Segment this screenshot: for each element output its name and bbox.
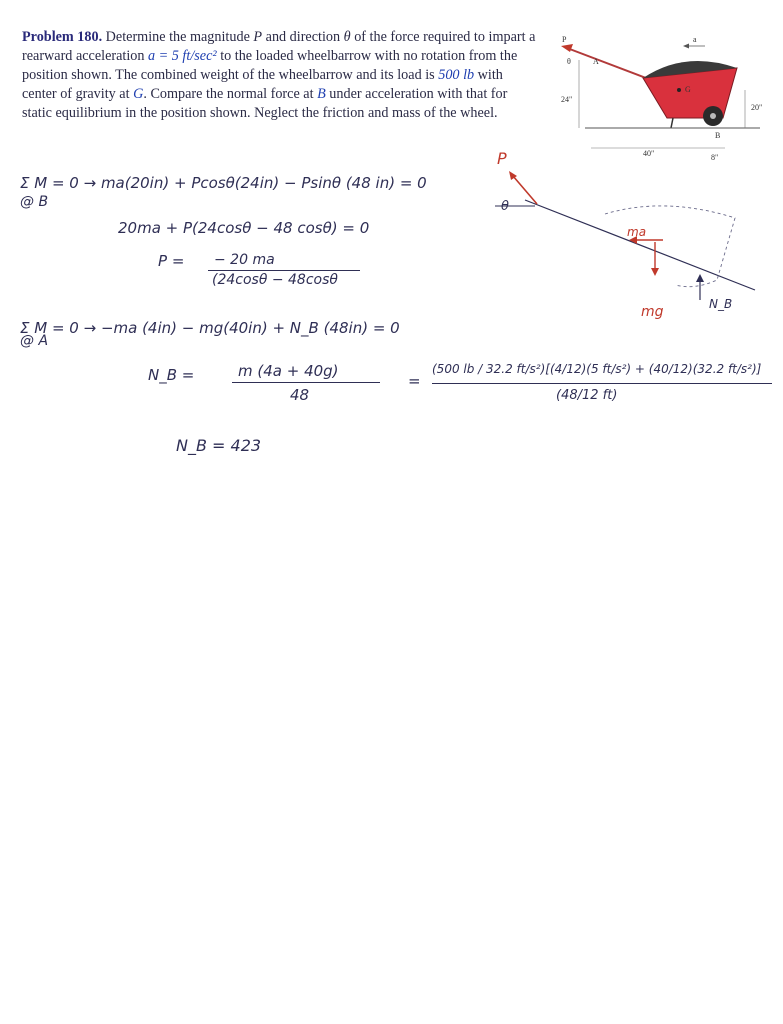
problem-B: B [317,86,326,102]
work-line-5-rhs: (500 lb / 32.2 ft/s²)[(4/12)(5 ft/s²) + (40/12)(32.2 ft/s²)] [432,362,762,376]
fig-dim-40: 40" [643,149,655,158]
problem-theta: θ [343,29,351,45]
fig-label-P: P [562,35,567,44]
problem-text-6: under acceleration with that for static equilibrium in the position shown. Neglect the friction and mass of the wheel. [22,86,508,121]
problem-acceleration: a = 5 ft/sec² [148,48,217,64]
work-line-6-result: N_B = 423 [176,436,262,455]
work-line-3-numerator: − 20 ma [214,252,275,268]
work-line-4-point: @ A [20,333,49,349]
work-line-3-denominator: (24cosθ − 48cosθ [212,272,338,288]
problem-weight: 500 lb [438,67,475,83]
work-line-5-equals: = [408,372,421,390]
work-line-4: Σ M = 0 → −ma (4in) − mg(40in) + N_B (48in) = 0 [20,319,400,337]
fig-label-B: B [715,131,721,140]
fig-label-a: a [693,35,697,44]
problem-G: G [133,86,144,102]
work-line-1: Σ M = 0 → ma(20in) + Pcosθ(24in) − Psinθ (48 in) = 0 [20,174,427,192]
problem-text-2: of the force required to impart a rearward acceleration [22,29,536,64]
fig-label-G: G [685,85,691,94]
work-line-5-denominator: 48 [290,386,310,404]
work-line-5-numerator: m (4a + 40g) [238,362,339,380]
problem-text-1: Determine the magnitude [105,29,250,45]
work-line-3-fraction-bar [208,270,360,271]
fig-label-A: A [593,57,599,66]
work-line-2: 20ma + P(24cosθ − 48 cosθ) = 0 [118,219,370,237]
fbd-label-ma: ma [627,225,647,239]
fbd-label-theta: θ [501,199,509,214]
fig-dim-24: 24" [561,95,573,104]
problem-text-and: and direction [265,29,341,45]
problem-text-5: . Compare the normal force at [143,86,314,102]
work-line-3-lhs: P = [158,252,185,270]
problem-P: P [253,29,263,45]
work-line-5-fraction-bar [232,382,380,383]
problem-text-3: to the loaded wheelbarrow with no rotation from the position shown. The combined weight of the wheelbarrow and its load is [22,48,518,83]
work-line-5-rhs-denominator: (48/12 ft) [556,388,618,403]
fbd-label-NB: N_B [709,297,733,311]
work-line-5-lhs: N_B = [148,366,195,384]
work-line-5-rhs-bar [432,383,772,384]
free-body-diagram [495,140,765,320]
fig-label-theta: θ [567,57,571,66]
fbd-label-mg: mg [641,304,664,320]
problem-statement [22,28,537,123]
work-line-1-point: @ B [20,194,49,210]
problem-label: Problem 180. [22,29,103,45]
fbd-label-P: P [497,149,507,168]
problem-text-4: with center of gravity at [22,67,503,102]
fig-dim-8: 8" [711,153,719,162]
fig-dim-20: 20" [751,103,763,112]
